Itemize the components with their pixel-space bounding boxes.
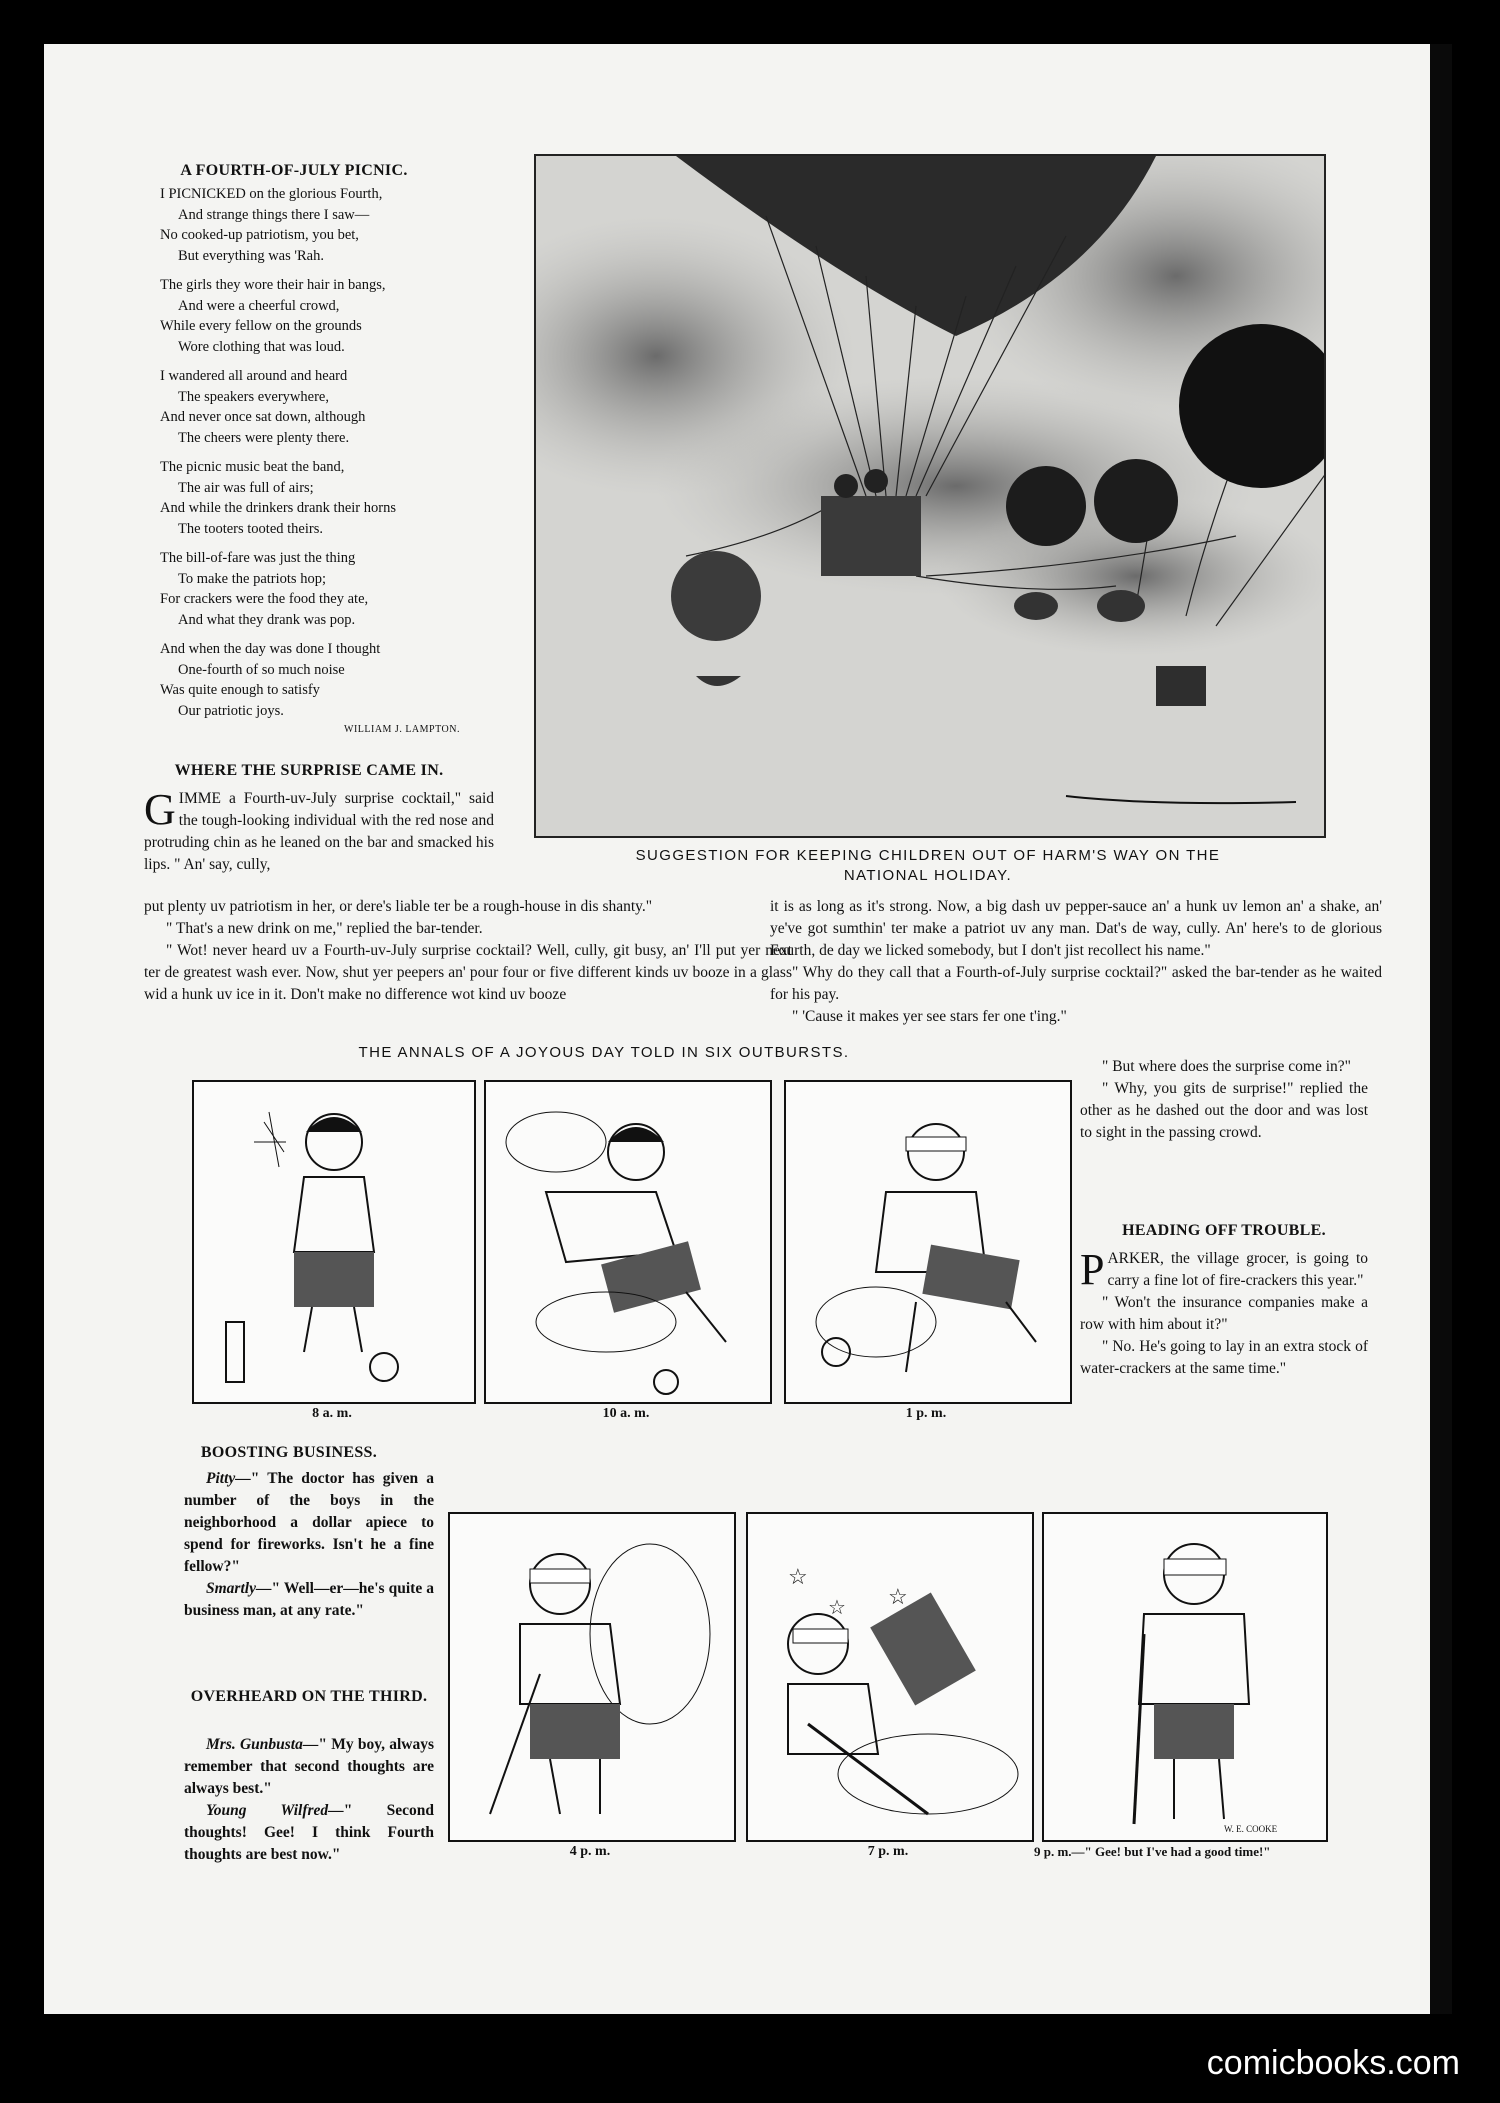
balloon-caption: [534, 846, 1322, 886]
poem-line: And were a cheerful crowd,: [178, 297, 340, 314]
boosting-title: BOOSTING BUSINESS.: [200, 1444, 378, 1461]
site-watermark: comicbooks.com: [1206, 2044, 1460, 2082]
surprise-title: WHERE THE SURPRISE CAME IN.: [174, 762, 444, 779]
panel-9pm-label: 9 p. m.—" Gee! but I've had a good time!": [1034, 1844, 1271, 1859]
poem-body: [154, 184, 454, 730]
surprise-para1: GIMME a Fourth-uv-July surprise cocktail," said the tough-looking individual with the red nose and protruding chin as he leaned on the bar and smacked his lips. " An' say, cully,: [144, 785, 494, 873]
poem-line: For crackers were the food they ate,: [160, 591, 369, 607]
panel-8am-drawing: [194, 1082, 474, 1402]
surprise-column1: put plenty uv patriotism in her, or dere's liable ter be a rough-house in dis shanty." " That's a new drink on me," replied the bar-tender. " Wot! never heard uv a Fourth-uv-July surprise cocktail? Well, cully, git busy, an' I'll put yer next ter de greatest wash ever. Now, shut yer peepers an' pour four or five different kinds uv booze in a glass wid a hunk uv ice in it. Don't make no difference wot kind uv booze: [144, 898, 792, 1003]
balloon-caption-line1: SUGGESTION FOR KEEPING CHILDREN OUT OF HARM'S WAY ON THE: [635, 847, 1221, 864]
panel-4pm-label: 4 p. m.: [569, 1844, 611, 1859]
panel-10am: [484, 1080, 772, 1404]
poem-line: The speakers everywhere,: [178, 388, 329, 405]
poem-stanza: [154, 457, 454, 539]
poem-line: I wandered all around and heard: [160, 368, 348, 384]
panel-9pm: [1042, 1512, 1328, 1842]
poem-line: Wore clothing that was loud.: [178, 338, 345, 355]
poem-line: And strange things there I saw—: [178, 206, 370, 223]
balloon-drawing: [536, 156, 1324, 836]
panel-4pm-drawing: [450, 1514, 734, 1840]
panel-4pm: [448, 1512, 736, 1842]
poem-stanza: [154, 184, 454, 266]
poem-line: The bill-of-fare was just the thing: [160, 550, 356, 566]
surprise-drop-cap: G: [144, 785, 176, 834]
poem-line: But everything was 'Rah.: [178, 247, 324, 264]
poem-line: And never once sat down, although: [160, 409, 366, 425]
poem-stanza: [154, 639, 454, 721]
poem-author: WILLIAM J. LAMPTON.: [344, 724, 460, 735]
svg-text:☆: ☆: [828, 1597, 846, 1619]
boosting-body: Pitty—" The doctor has given a number of the boys in the neighborhood a dollar apiece to spend for fireworks. Isn't he a fine fellow?" Smartly—" Well—er—he's quite a business man, at any rate.": [184, 1470, 434, 1619]
trouble-title: HEADING OFF TROUBLE.: [1122, 1222, 1326, 1239]
poem-line: One-fourth of so much noise: [178, 661, 345, 678]
poem-line: And when the day was done I thought: [160, 641, 381, 657]
magazine-page: [44, 44, 1452, 2014]
poem-line: To make the patriots hop;: [178, 570, 326, 587]
poem-line: No cooked-up patriotism, you bet,: [160, 227, 359, 243]
poem-stanza: [154, 275, 454, 357]
balloon-illustration: [534, 154, 1326, 838]
page-spine: [1430, 44, 1452, 2014]
poem-line: Was quite enough to satisfy: [160, 682, 320, 698]
panel-1pm-label: 1 p. m.: [905, 1406, 947, 1421]
poem-line: The cheers were plenty there.: [178, 429, 350, 446]
panel-10am-drawing: [486, 1082, 770, 1402]
annals-title: THE ANNALS OF A JOYOUS DAY TOLD IN SIX OUTBURSTS.: [358, 1044, 850, 1061]
poem-line: Our patriotic joys.: [178, 702, 284, 719]
artist-signature: W. E. COOKE: [1224, 1824, 1278, 1834]
panel-7pm-label: 7 p. m.: [867, 1844, 909, 1859]
poem-stanza: [154, 548, 454, 630]
poem-line: The picnic music beat the band,: [160, 459, 345, 475]
trouble-drop-cap: P: [1080, 1245, 1105, 1294]
overheard-title: OVERHEARD ON THE THIRD.: [190, 1688, 428, 1705]
svg-text:☆: ☆: [888, 1584, 908, 1609]
panel-9pm-drawing: [1044, 1514, 1326, 1840]
trouble-body: PARKER, the village grocer, is going to carry a fine lot of fire-crackers this year." " Won't the insurance companies make a row with him about it?" " No. He's going to lay in an extra stock of water-crackers at the same time.": [1080, 1245, 1368, 1377]
panel-7pm-drawing: [748, 1514, 1032, 1840]
panel-8am-label: 8 a. m.: [312, 1406, 352, 1421]
poem-line: And while the drinkers drank their horns: [160, 500, 396, 516]
poem-line: The air was full of airs;: [178, 479, 314, 496]
poem-line: The tooters tooted theirs.: [178, 520, 323, 537]
balloon-caption-line2: NATIONAL HOLIDAY.: [843, 867, 1013, 884]
poem-title: A FOURTH-OF-JULY PICNIC.: [180, 162, 408, 179]
poem-line: The girls they wore their hair in bangs,: [160, 277, 386, 293]
poem-line: While every fellow on the grounds: [160, 318, 362, 334]
panel-8am: [192, 1080, 476, 1404]
svg-text:☆: ☆: [788, 1564, 808, 1589]
panel-10am-label: 10 a. m.: [602, 1406, 650, 1421]
panel-1pm-drawing: [786, 1082, 1070, 1402]
surprise-right: " But where does the surprise come in?" " Why, you gits de surprise!" replied the other as he dashed out the door and was lost to sight in the passing crowd.: [1080, 1058, 1368, 1141]
poem-stanza: [154, 366, 454, 448]
panel-1pm: [784, 1080, 1072, 1404]
surprise-column2: it is as long as it's strong. Now, a big dash uv pepper-sauce an' a hunk uv lemon an' a shake, an' ye've got sumthin' ter make a patriot uv any man. Dat's de way, cully. An' here's to de glorious Fourth, de day we licked somebody, but I don't jist recollect his name." " Why do they call that a Fourth-of-July surprise cocktail?" asked the bar-tender as he waited for his pay. " 'Cause it makes yer see stars fer one t'ing.": [770, 898, 1382, 1025]
poem-line: And what they drank was pop.: [178, 611, 356, 628]
panel-7pm: [746, 1512, 1034, 1842]
overheard-body: Mrs. Gunbusta—" My boy, always remember that second thoughts are always best." Young Wilfred—" Second thoughts! Gee! I think Fourth thoughts are best now.": [184, 1736, 434, 1863]
poem-line: I PICNICKED on the glorious Fourth,: [160, 186, 383, 202]
